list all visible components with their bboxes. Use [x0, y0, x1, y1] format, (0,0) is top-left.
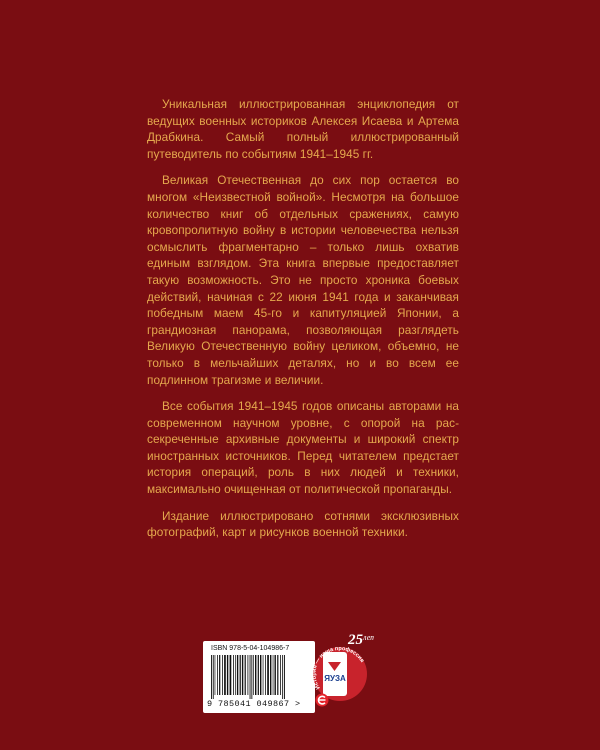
barcode-bar [233, 655, 234, 695]
barcode-bar [263, 655, 264, 695]
barcode-bar [277, 655, 278, 695]
logo-ring-text: История — наша профессия [311, 645, 365, 691]
paragraph-sources: Все события 1941–1945 годов описаны авторами на современном научном уровне, с опорой на рассекреченные архивные документы и широкий спектр иностранных источников. Перед читателем предстает история операций, роль в них людей и техники, максимально очищенная от политической пропаганды. [147, 399, 459, 497]
barcode-bar [219, 655, 220, 695]
barcode-bar [267, 655, 269, 695]
paragraph-illustrations: Издание иллюстрировано сотнями эксклюзивных фотографий, карт и рисунков военной техники. [147, 508, 459, 540]
barcode-bar [222, 655, 223, 695]
anniversary-word: ле [363, 633, 371, 642]
barcode-bar [213, 655, 214, 699]
barcode-bar [237, 655, 238, 695]
publisher-logo [310, 628, 374, 708]
barcode-bar [280, 655, 281, 695]
barcode-bar [260, 655, 261, 695]
barcode-bar [230, 655, 232, 695]
isbn-number: ISBN 978-5-04-104986-7 [211, 645, 290, 652]
barcode-bar [282, 655, 283, 699]
barcode-bar [235, 655, 236, 695]
description-text [147, 96, 459, 551]
paragraph-intro: Уникальная иллюстрированная энциклопедия от ведущих военных историков Алексея Исаева и Артема Драбкина. Самый полный иллюстрированный путеводитель по событиям 1941–1945 гг. [147, 97, 459, 161]
barcode-bar [215, 655, 216, 695]
anniversary-number: 25 [348, 632, 363, 648]
barcode-bar [253, 655, 254, 695]
barcode-bar [265, 655, 266, 695]
eksmo-e-icon [316, 694, 329, 707]
barcode-bar [270, 655, 271, 695]
publisher-name: ЯУЗА [324, 674, 346, 683]
barcode-bar [251, 655, 252, 699]
barcode-bar [224, 655, 226, 695]
barcode-bar [227, 655, 228, 695]
paragraph-main: Великая Отечественная до сих пор остается во многом «Неизвестной войной». Несмотря на большое количество книг об отдельных сражениях, самую кровопролитную войну в истории человечества нельзя осмыслить фрагментарно – только лишь охватив единым взглядом. Эта книга впервые предоставляет такую возможность. Это не просто хроника боевых действий, начиная с 22 июня 1941 года и заканчивая победным маем 45-го и капитуляцией Японии, а грандиозная панорама, позволяющая разглядеть Великую Отечественную войну целиком, объемно, не только в мельчайших деталях, но и во всем ее подлинном трагизме и величии. [147, 173, 459, 387]
barcode-bar [250, 655, 251, 699]
barcode-bars [209, 655, 309, 699]
barcode-bar [284, 655, 285, 699]
barcode-bar [258, 655, 259, 695]
barcode-digits: 9 785041 049867 > [207, 699, 301, 709]
barcode-bar [242, 655, 243, 695]
barcode-bar [217, 655, 218, 695]
barcode [203, 641, 315, 713]
barcode-bar [248, 655, 249, 695]
barcode-bar [211, 655, 212, 699]
barcode-bar [245, 655, 246, 695]
barcode-bar [240, 655, 241, 695]
barcode-bar [273, 655, 274, 695]
barcode-bar [255, 655, 256, 695]
barcode-bar [275, 655, 276, 695]
